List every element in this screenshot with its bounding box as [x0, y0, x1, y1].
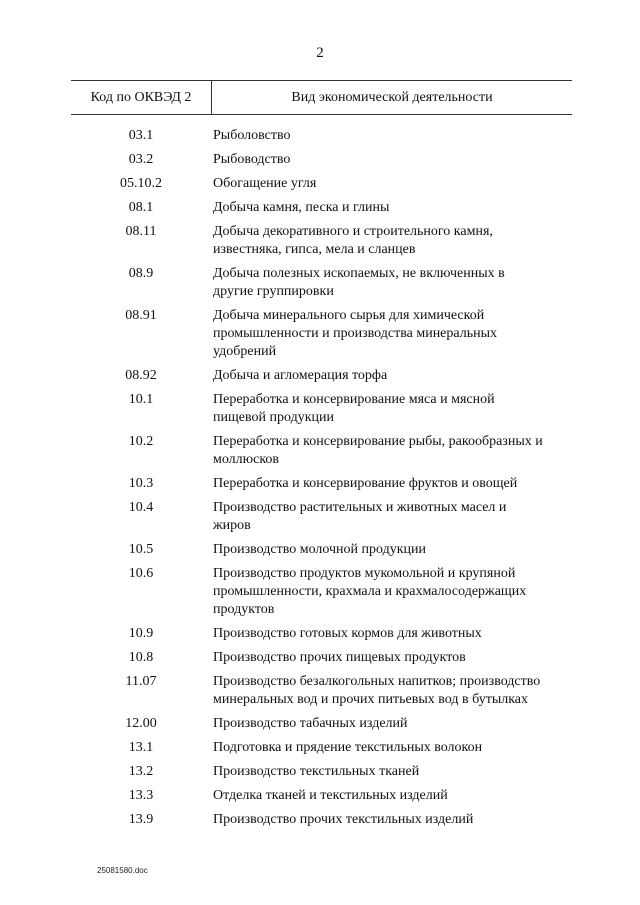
- footer-file-name: 25081580.doc: [97, 866, 148, 875]
- table-row: [71, 475, 572, 493]
- okved-code: 10.3: [128, 476, 154, 491]
- okved-code: 08.1: [128, 200, 154, 215]
- table-row: [71, 367, 572, 385]
- table-row: [71, 499, 572, 535]
- activity-description: Обогащение угля: [213, 176, 317, 191]
- table-row: [71, 763, 572, 781]
- activity-description: Переработка и консервирование фруктов и овощей: [213, 476, 518, 491]
- activity-description: Подготовка и прядение текстильных волокон: [213, 740, 483, 755]
- activity-description: Добыча декоративного и строительного камня, известняка, гипса, мела и сланцев: [213, 224, 493, 257]
- activity-description: Производство молочной продукции: [213, 542, 427, 557]
- okved-code: 10.1: [128, 392, 154, 407]
- page-number: 2: [316, 45, 324, 61]
- okved-code: 10.4: [128, 500, 154, 515]
- table-header: [71, 80, 572, 115]
- activity-description: Переработка и консервирование мяса и мясной пищевой продукции: [213, 392, 495, 425]
- activity-description: Переработка и консервирование рыбы, ракообразных и моллюсков: [213, 434, 543, 467]
- activity-description: Производство табачных изделий: [213, 716, 408, 731]
- header-activity-column: Вид экономической деятельности: [291, 89, 493, 105]
- okved-code: 12.00: [125, 716, 157, 731]
- table-row: [71, 541, 572, 559]
- okved-code: 05.10.2: [120, 176, 162, 191]
- okved-code: 10.5: [128, 542, 154, 557]
- table-row: [71, 127, 572, 145]
- activity-description: Производство безалкогольных напитков; производство минеральных вод и прочих питьевых вод в бутылках: [213, 674, 541, 707]
- activity-list: [71, 127, 572, 835]
- okved-code: 08.92: [125, 368, 157, 383]
- okved-code: 08.9: [128, 266, 154, 281]
- table-row: [71, 739, 572, 757]
- okved-code: 03.1: [128, 128, 154, 143]
- okved-code: 10.9: [128, 626, 154, 641]
- okved-code: 10.2: [128, 434, 154, 449]
- table-row: [71, 307, 572, 361]
- activity-description: Добыча минерального сырья для химической промышленности и производства минеральных удобрений: [213, 308, 498, 359]
- okved-code: 03.2: [128, 152, 154, 167]
- okved-code: 11.07: [125, 674, 157, 689]
- activity-description: Производство готовых кормов для животных: [213, 626, 482, 641]
- table-row: [71, 649, 572, 667]
- header-code-column: Код по ОКВЭД 2: [90, 89, 192, 105]
- okved-code: 13.9: [128, 812, 154, 827]
- okved-code: 08.11: [125, 224, 157, 239]
- activity-description: Добыча и агломерация торфа: [213, 368, 388, 383]
- table-row: [71, 151, 572, 169]
- table-row: [71, 433, 572, 469]
- okved-code: 13.2: [128, 764, 154, 779]
- table-row: [71, 811, 572, 829]
- okved-code: 08.91: [125, 308, 157, 323]
- table-row: [71, 625, 572, 643]
- activity-description: Рыбоводство: [213, 152, 291, 167]
- activity-description: Производство растительных и животных масел и жиров: [213, 500, 507, 533]
- activity-description: Производство текстильных тканей: [213, 764, 420, 779]
- table-row: [71, 787, 572, 805]
- table-row: [71, 565, 572, 619]
- activity-description: Добыча полезных ископаемых, не включенных в другие группировки: [213, 266, 505, 299]
- okved-code: 13.1: [128, 740, 154, 755]
- table-row: [71, 715, 572, 733]
- activity-description: Рыболовство: [213, 128, 291, 143]
- okved-code: 10.8: [128, 650, 154, 665]
- activity-description: Отделка тканей и текстильных изделий: [213, 788, 448, 803]
- activity-description: Производство продуктов мукомольной и крупяной промышленности, крахмала и крахмалосодержащих продуктов: [213, 566, 527, 617]
- table-row: [71, 265, 572, 301]
- activity-description: Производство прочих пищевых продуктов: [213, 650, 466, 665]
- okved-code: 13.3: [128, 788, 154, 803]
- table-row: [71, 175, 572, 193]
- activity-description: Добыча камня, песка и глины: [213, 200, 390, 215]
- table-row: [71, 673, 572, 709]
- activity-description: Производство прочих текстильных изделий: [213, 812, 474, 827]
- table-row: [71, 223, 572, 259]
- table-row: [71, 391, 572, 427]
- okved-code: 10.6: [128, 566, 154, 581]
- table-row: [71, 199, 572, 217]
